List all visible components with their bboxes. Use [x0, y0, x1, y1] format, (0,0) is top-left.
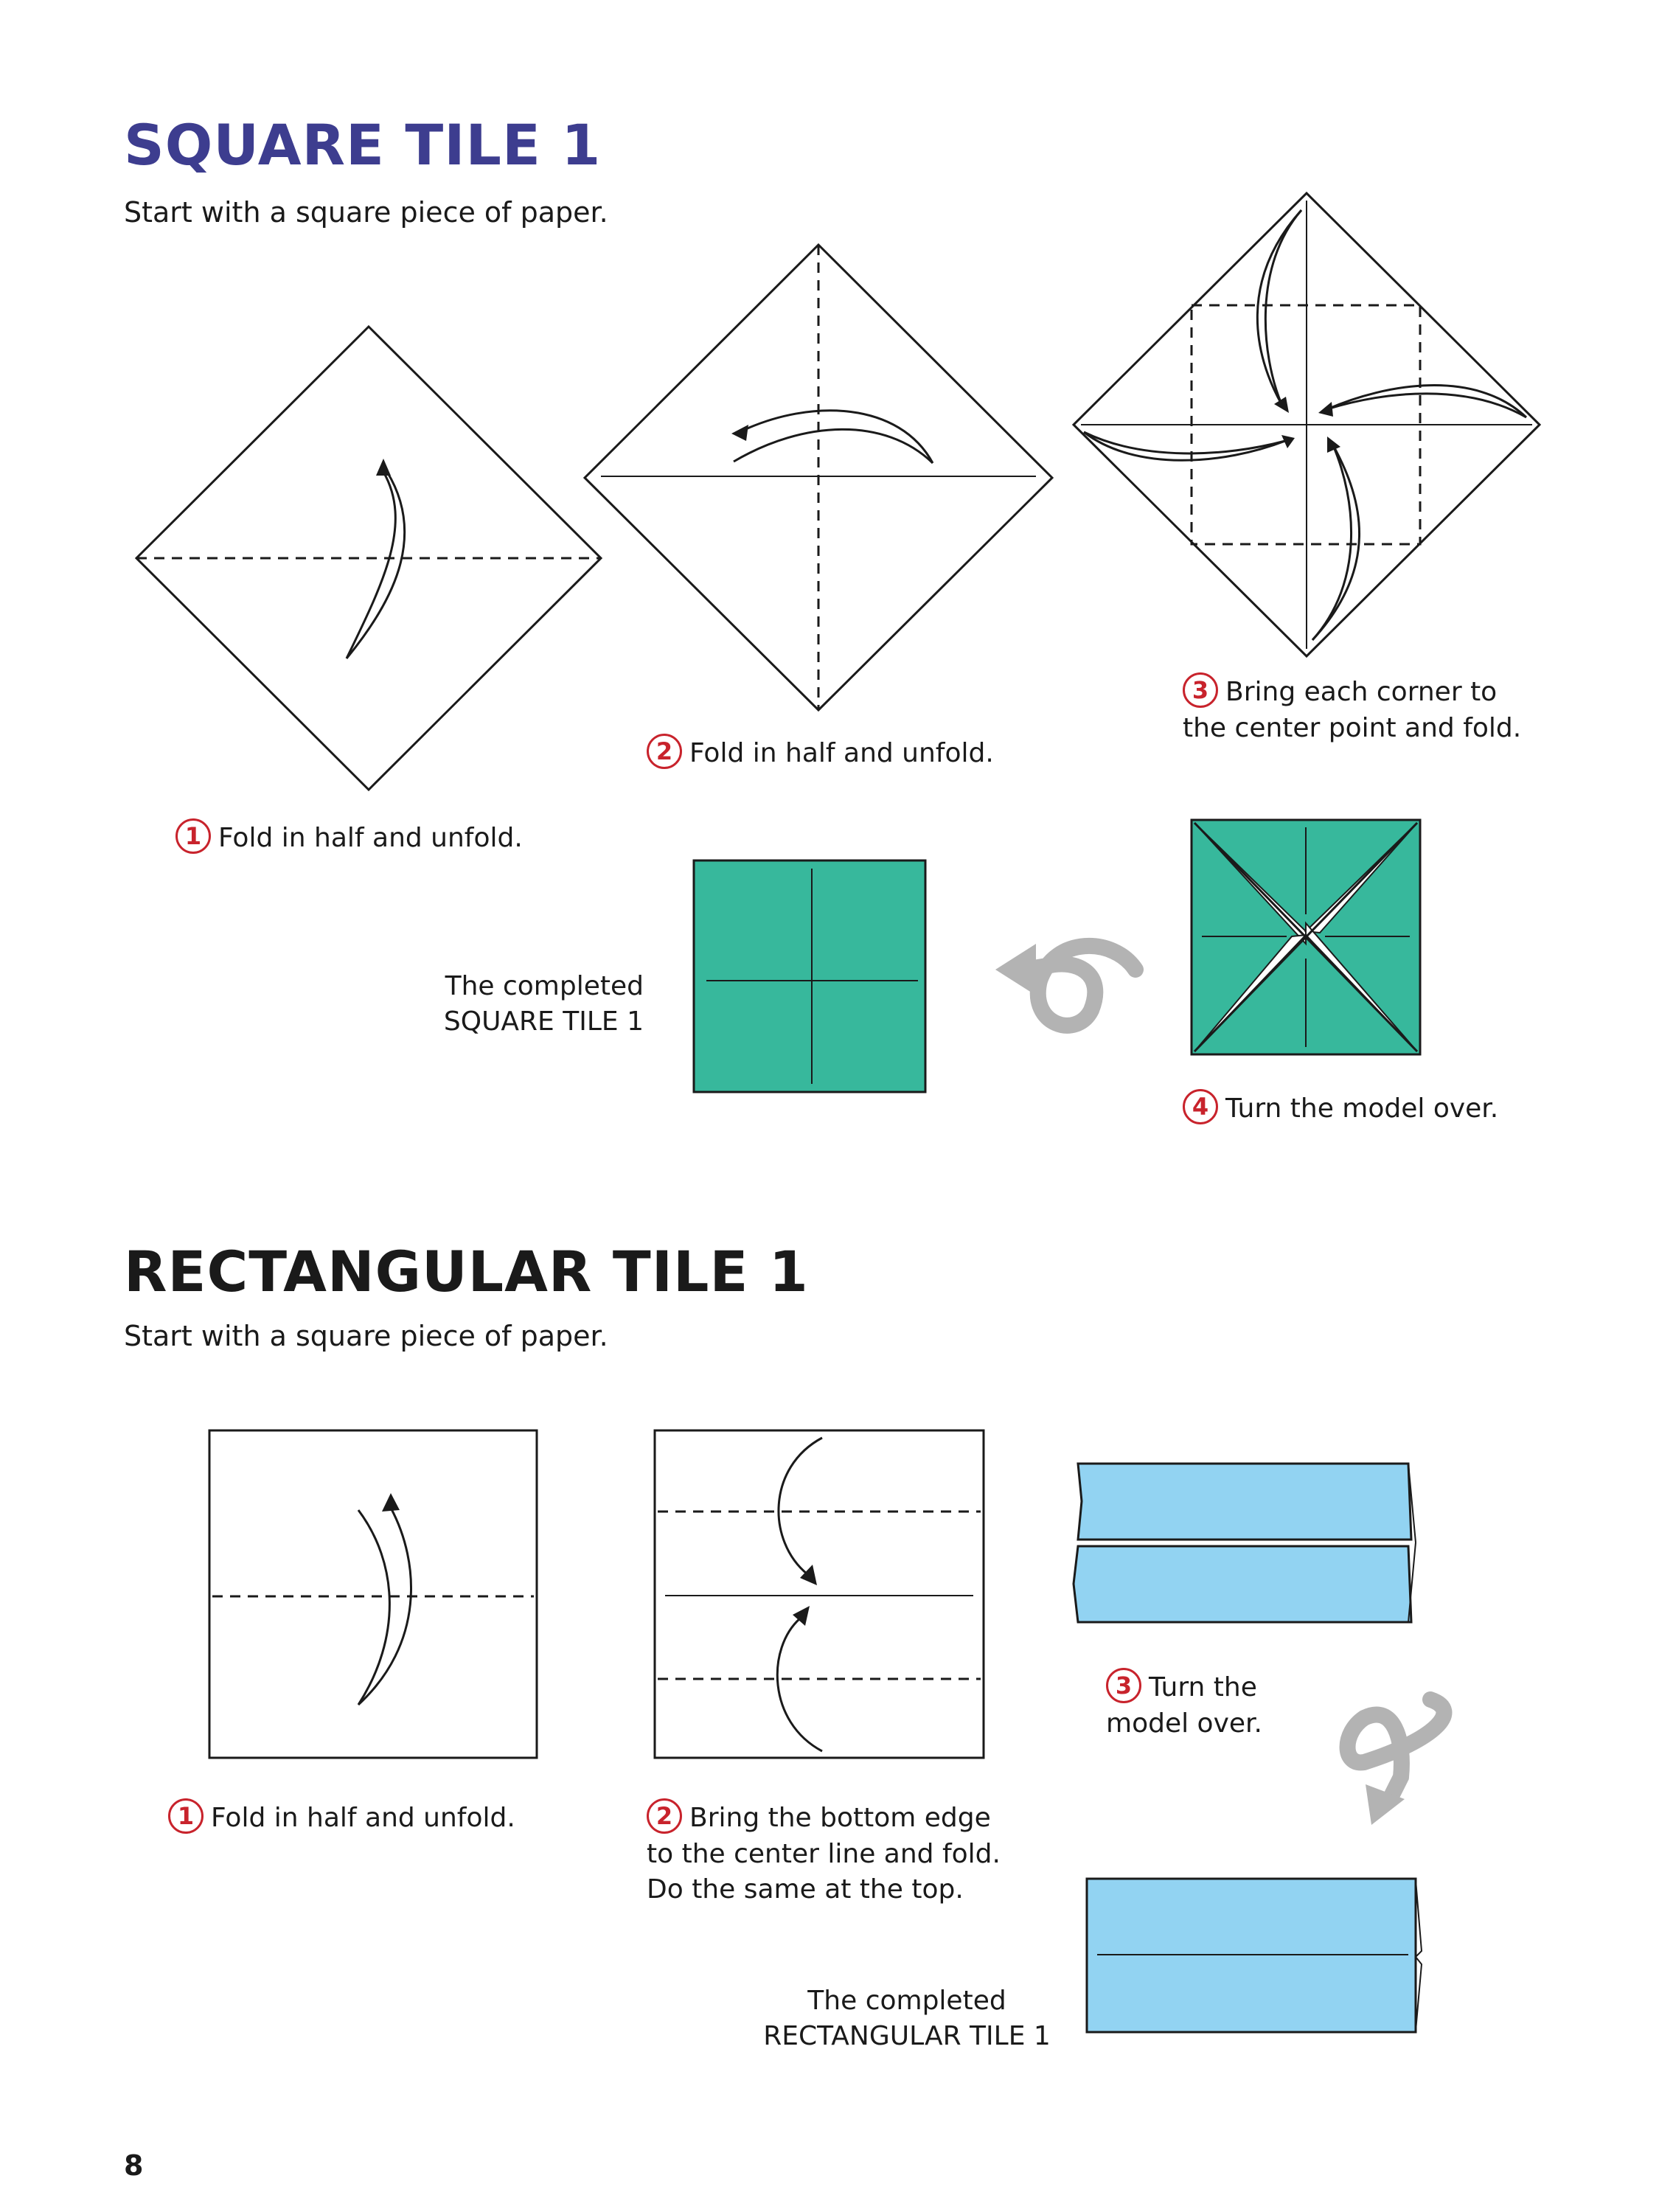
rect-step2-caption: 2 Bring the bottom edge to the center line and fold. Do the same at the top. — [647, 1801, 1001, 1907]
square-step4-caption: 4 Turn the model over. — [1183, 1091, 1498, 1127]
step-number-badge: 2 — [647, 1798, 682, 1834]
rect-tile-subtitle: Start with a square piece of paper. — [124, 1320, 608, 1352]
step-number-badge: 3 — [1106, 1668, 1141, 1703]
step-number-badge: 4 — [1183, 1089, 1218, 1124]
rect-step3-caption: 3 Turn the model over. — [1106, 1670, 1262, 1742]
step-number-badge: 3 — [1183, 672, 1218, 708]
square-step2-caption: 2 Fold in half and unfold. — [647, 736, 994, 772]
completed-rect-label: The completed RECTANGULAR TILE 1 — [763, 1986, 1051, 2051]
completed-square-label: The completed SQUARE TILE 1 — [443, 971, 644, 1037]
square-step1-caption: 1 Fold in half and unfold. — [175, 821, 523, 857]
square-tile-title: SQUARE TILE 1 — [124, 112, 602, 178]
rect-tile-title: RECTANGULAR TILE 1 — [124, 1239, 809, 1304]
rect-step1-caption: 1 Fold in half and unfold. — [168, 1801, 515, 1837]
step-number-badge: 1 — [175, 818, 211, 854]
square-step3-caption: 3 Bring each corner to the center point and fold. — [1183, 675, 1521, 746]
step-number-badge: 1 — [168, 1798, 204, 1834]
step-number-badge: 2 — [647, 734, 682, 769]
square-tile-subtitle: Start with a square piece of paper. — [124, 196, 608, 229]
page-number: 8 — [124, 2149, 144, 2182]
